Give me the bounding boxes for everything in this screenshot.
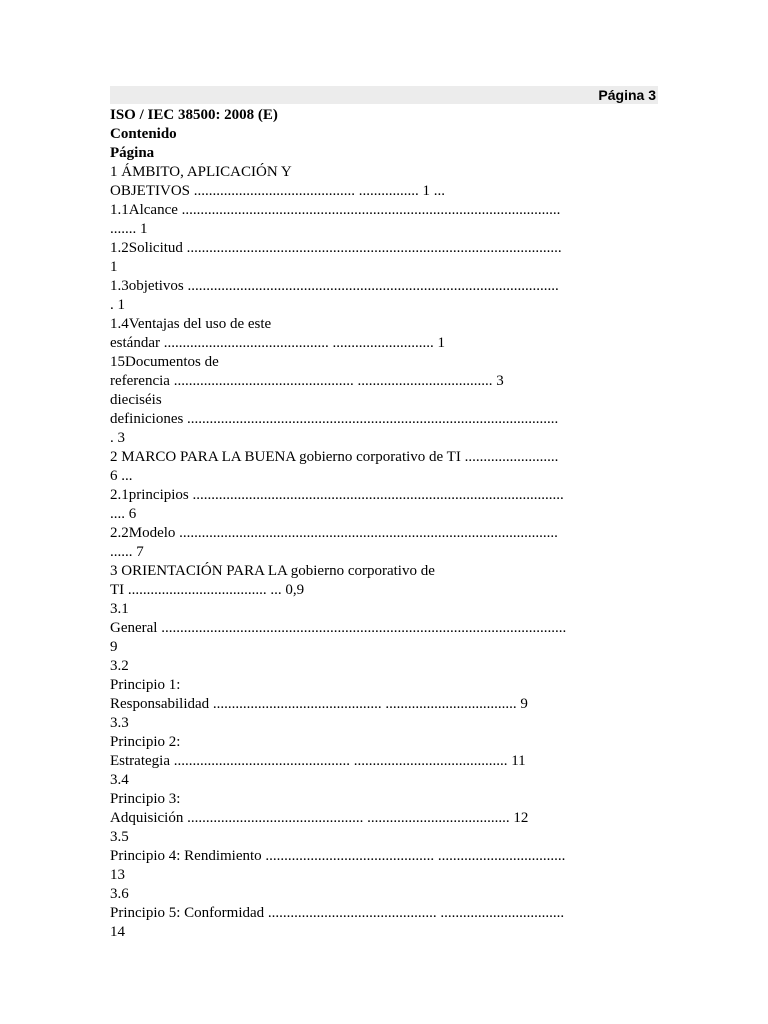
- toc-line: 3.4: [110, 772, 129, 788]
- toc-line: Principio 2:: [110, 734, 181, 750]
- toc-line: definiciones ...................................................................................................: [110, 411, 559, 427]
- toc-line: 6 ...: [110, 468, 133, 484]
- toc-line: 9: [110, 639, 118, 655]
- toc-line: ....... 1: [110, 221, 148, 237]
- toc-line: referencia ................................................ .................................... 3: [110, 373, 504, 389]
- table-of-contents: [110, 106, 658, 942]
- toc-line: 1.3objetivos ...................................................................................................: [110, 278, 559, 294]
- toc-line: 2.1principios ...................................................................................................: [110, 487, 564, 503]
- page-column-heading: Página: [110, 145, 155, 161]
- toc-line: ...... 7: [110, 544, 144, 560]
- toc-line: 1 ÁMBITO, APLICACIÓN Y: [110, 164, 292, 180]
- toc-line: 1.1Alcance .....................................................................................................: [110, 202, 561, 218]
- toc-line: General ............................................................................................................: [110, 620, 567, 636]
- toc-line: 14: [110, 924, 125, 940]
- contents-heading: Contenido: [110, 126, 177, 142]
- toc-line: 3.1: [110, 601, 129, 617]
- toc-line: 15Documentos de: [110, 354, 219, 370]
- toc-line: dieciséis: [110, 392, 162, 408]
- toc-line: OBJETIVOS ........................................... ................ 1 ...: [110, 183, 446, 199]
- toc-line: 1: [110, 259, 118, 275]
- toc-line: Principio 1:: [110, 677, 181, 693]
- toc-line: 2.2Modelo .....................................................................................................: [110, 525, 558, 541]
- toc-line: 3.6: [110, 886, 129, 902]
- toc-line: Adquisición ............................................... ...................................... 12: [110, 810, 529, 826]
- toc-line: .... 6: [110, 506, 137, 522]
- toc-line: Responsabilidad ............................................. ................................... 9: [110, 696, 528, 712]
- toc-line: 3.2: [110, 658, 129, 674]
- toc-line: estándar ............................................ ........................... 1: [110, 335, 445, 351]
- toc-line: . 3: [110, 430, 125, 446]
- toc-line: Principio 5: Conformidad ............................................. .................................: [110, 905, 565, 921]
- document-title: ISO / IEC 38500: 2008 (E): [110, 107, 278, 123]
- toc-line: 1.4Ventajas del uso de este: [110, 316, 272, 332]
- toc-line: 3.3: [110, 715, 129, 731]
- toc-line: Estrategia ............................................... ......................................... 11: [110, 753, 526, 769]
- toc-line: Principio 3:: [110, 791, 181, 807]
- toc-line: 1.2Solicitud ....................................................................................................: [110, 240, 562, 256]
- toc-line: TI ..................................... ... 0,9: [110, 582, 305, 598]
- toc-line: . 1: [110, 297, 125, 313]
- toc-line: 13: [110, 867, 125, 883]
- page-number: Página 3: [598, 87, 656, 103]
- toc-line: Principio 4: Rendimiento ............................................. ..................................: [110, 848, 566, 864]
- toc-line: 3 ORIENTACIÓN PARA LA gobierno corporativo de: [110, 563, 435, 579]
- toc-line: 3.5: [110, 829, 129, 845]
- toc-line: 2 MARCO PARA LA BUENA gobierno corporativo de TI .........................: [110, 449, 559, 465]
- page-header-bar: [110, 86, 658, 104]
